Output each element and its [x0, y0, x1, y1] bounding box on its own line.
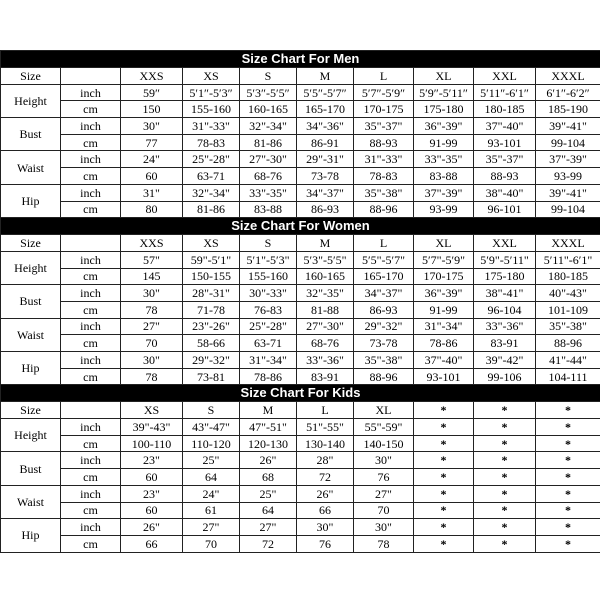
size-value: 93-101 — [474, 134, 536, 151]
size-value: 175-180 — [474, 268, 536, 285]
size-value: 37"-40" — [414, 352, 474, 369]
size-value: 63-71 — [183, 168, 240, 185]
value-placeholder: * — [536, 502, 600, 519]
size-value: 71-78 — [183, 301, 240, 318]
value-placeholder: * — [474, 535, 536, 552]
size-value: 31"-34" — [414, 318, 474, 335]
measure-label: Height — [1, 251, 61, 284]
size-header: XXS — [121, 68, 183, 85]
measure-label: Hip — [1, 352, 61, 385]
size-header-row — [1, 402, 600, 419]
measure-label: Waist — [1, 151, 61, 184]
measure-label: Height — [1, 84, 61, 117]
unit-label: inch — [61, 184, 121, 201]
size-value: 78-86 — [414, 335, 474, 352]
size-value: 99-104 — [536, 201, 600, 218]
section-title: Size Chart For Women — [1, 218, 600, 235]
size-header: XXL — [474, 235, 536, 252]
value-placeholder: * — [414, 502, 474, 519]
size-header: XL — [414, 68, 474, 85]
size-value: 25"-28" — [240, 318, 297, 335]
size-value: 5′9"-5′11" — [474, 251, 536, 268]
size-value: 29"-31" — [297, 151, 354, 168]
unit-label: cm — [61, 134, 121, 151]
size-value: 86-91 — [297, 134, 354, 151]
size-value: 59″ — [121, 84, 183, 101]
measure-row-inch — [1, 485, 600, 502]
measure-row-cm — [1, 168, 600, 185]
unit-label: inch — [61, 318, 121, 335]
size-header: M — [297, 235, 354, 252]
value-placeholder: * — [536, 519, 600, 536]
size-header: M — [297, 68, 354, 85]
size-value: 150-155 — [183, 268, 240, 285]
size-value: 33"-36" — [297, 352, 354, 369]
size-header: XL — [354, 402, 414, 419]
size-value: 33"-35" — [414, 151, 474, 168]
value-placeholder: * — [536, 535, 600, 552]
size-header: XS — [121, 402, 183, 419]
value-placeholder: * — [414, 435, 474, 452]
measure-row-inch — [1, 519, 600, 536]
size-value: 41"-44" — [536, 352, 600, 369]
size-value: 81-86 — [240, 134, 297, 151]
size-value: 35"-38" — [354, 352, 414, 369]
value-placeholder: * — [474, 435, 536, 452]
size-header: S — [183, 402, 240, 419]
size-value: 175-180 — [414, 101, 474, 118]
size-value: 155-160 — [183, 101, 240, 118]
size-value: 31"-34" — [240, 352, 297, 369]
size-value: 5′9″-5′11″ — [414, 84, 474, 101]
measure-row-inch — [1, 184, 600, 201]
measure-label: Bust — [1, 452, 61, 485]
size-value: 5′3″-5′5″ — [240, 84, 297, 101]
size-value: 66 — [297, 502, 354, 519]
size-chart-table — [0, 50, 600, 553]
size-value: 23"-26" — [183, 318, 240, 335]
size-value: 170-175 — [414, 268, 474, 285]
size-value: 23" — [121, 485, 183, 502]
size-value: 93-99 — [414, 201, 474, 218]
measure-label: Bust — [1, 285, 61, 318]
value-placeholder: * — [536, 469, 600, 486]
unit-label: inch — [61, 419, 121, 436]
size-value: 93-99 — [536, 168, 600, 185]
empty-cell — [61, 68, 121, 85]
size-value: 110-120 — [183, 435, 240, 452]
empty-cell — [61, 235, 121, 252]
unit-label: cm — [61, 368, 121, 385]
size-header: XS — [183, 235, 240, 252]
size-value: 155-160 — [240, 268, 297, 285]
size-value: 43"-47" — [183, 419, 240, 436]
measure-row-cm — [1, 535, 600, 552]
size-value: 24" — [121, 151, 183, 168]
size-value: 38"-41" — [474, 285, 536, 302]
unit-label: inch — [61, 251, 121, 268]
size-header: XXL — [474, 68, 536, 85]
size-placeholder: * — [414, 402, 474, 419]
size-value: 78-86 — [240, 368, 297, 385]
size-value: 39"-41" — [536, 118, 600, 135]
size-value: 35"-37" — [474, 151, 536, 168]
unit-label: inch — [61, 84, 121, 101]
size-value: 80 — [121, 201, 183, 218]
size-value: 99-106 — [474, 368, 536, 385]
value-placeholder: * — [536, 435, 600, 452]
size-value: 61 — [183, 502, 240, 519]
unit-label: cm — [61, 301, 121, 318]
size-value: 32"-35" — [297, 285, 354, 302]
size-header: L — [354, 235, 414, 252]
size-value: 76-83 — [240, 301, 297, 318]
size-value: 26" — [297, 485, 354, 502]
size-value: 25"-28" — [183, 151, 240, 168]
size-value: 28"-31" — [183, 285, 240, 302]
size-value: 77 — [121, 134, 183, 151]
size-value: 25" — [183, 452, 240, 469]
section-title: Size Chart For Men — [1, 51, 600, 68]
size-header: L — [297, 402, 354, 419]
measure-row-cm — [1, 301, 600, 318]
measure-row-inch — [1, 318, 600, 335]
size-value: 88-96 — [536, 335, 600, 352]
size-value: 58-66 — [183, 335, 240, 352]
size-value: 39"-41" — [536, 184, 600, 201]
value-placeholder: * — [536, 452, 600, 469]
value-placeholder: * — [414, 519, 474, 536]
size-value: 60 — [121, 502, 183, 519]
size-value: 27" — [183, 519, 240, 536]
size-value: 38"-40" — [474, 184, 536, 201]
value-placeholder: * — [536, 419, 600, 436]
measure-row-inch — [1, 352, 600, 369]
size-value: 78 — [121, 301, 183, 318]
value-placeholder: * — [474, 452, 536, 469]
size-value: 32"-34" — [240, 118, 297, 135]
size-value: 66 — [121, 535, 183, 552]
measure-row-cm — [1, 502, 600, 519]
size-header: L — [354, 68, 414, 85]
size-value: 33"-36" — [474, 318, 536, 335]
size-header: XL — [414, 235, 474, 252]
measure-row-cm — [1, 469, 600, 486]
size-value: 60 — [121, 168, 183, 185]
measure-label: Height — [1, 419, 61, 452]
size-value: 78-83 — [354, 168, 414, 185]
section-title-row — [1, 385, 600, 402]
size-value: 31"-33" — [354, 151, 414, 168]
size-value: 27" — [240, 519, 297, 536]
measure-row-cm — [1, 134, 600, 151]
size-value: 88-96 — [354, 368, 414, 385]
size-value: 27" — [354, 485, 414, 502]
size-value: 57" — [121, 251, 183, 268]
size-value: 78 — [121, 368, 183, 385]
size-value: 180-185 — [536, 268, 600, 285]
value-placeholder: * — [474, 519, 536, 536]
measure-label: Waist — [1, 318, 61, 351]
size-header: XXXL — [536, 235, 600, 252]
size-header-row — [1, 68, 600, 85]
size-value: 37"-40" — [474, 118, 536, 135]
size-value: 30" — [354, 452, 414, 469]
size-header: M — [240, 402, 297, 419]
measure-label: Waist — [1, 485, 61, 518]
section-title-row — [1, 51, 600, 68]
size-value: 76 — [354, 469, 414, 486]
size-value: 27"-30" — [240, 151, 297, 168]
size-value: 160-165 — [297, 268, 354, 285]
size-value: 91-99 — [414, 134, 474, 151]
measure-label: Bust — [1, 118, 61, 151]
size-value: 27"-30" — [297, 318, 354, 335]
size-value: 28" — [297, 452, 354, 469]
size-value: 100-110 — [121, 435, 183, 452]
size-value: 30" — [121, 352, 183, 369]
unit-label: cm — [61, 335, 121, 352]
unit-label: inch — [61, 452, 121, 469]
size-value: 5′7″-5′9″ — [354, 84, 414, 101]
size-value: 64 — [240, 502, 297, 519]
size-value: 83-88 — [240, 201, 297, 218]
size-value: 30" — [121, 285, 183, 302]
size-value: 5′11″-6′1″ — [474, 84, 536, 101]
size-header-row — [1, 235, 600, 252]
measure-row-cm — [1, 435, 600, 452]
measure-row-cm — [1, 368, 600, 385]
measure-row-inch — [1, 118, 600, 135]
size-value: 51"-55" — [297, 419, 354, 436]
size-value: 68-76 — [297, 335, 354, 352]
size-value: 150 — [121, 101, 183, 118]
size-value: 5′1"-5′3" — [240, 251, 297, 268]
size-header: XXS — [121, 235, 183, 252]
size-value: 37"-39" — [536, 151, 600, 168]
size-value: 32"-34" — [183, 184, 240, 201]
size-placeholder: * — [474, 402, 536, 419]
size-value: 73-78 — [354, 335, 414, 352]
size-value: 120-130 — [240, 435, 297, 452]
unit-label: inch — [61, 151, 121, 168]
size-value: 96-104 — [474, 301, 536, 318]
size-value: 99-104 — [536, 134, 600, 151]
size-value: 60 — [121, 469, 183, 486]
size-value: 36"-39" — [414, 118, 474, 135]
size-value: 185-190 — [536, 101, 600, 118]
value-placeholder: * — [414, 535, 474, 552]
unit-label: inch — [61, 285, 121, 302]
size-value: 59"-5′1" — [183, 251, 240, 268]
size-value: 26" — [121, 519, 183, 536]
size-value: 180-185 — [474, 101, 536, 118]
size-value: 23" — [121, 452, 183, 469]
size-value: 5′5″-5′7″ — [297, 84, 354, 101]
size-placeholder: * — [536, 402, 600, 419]
size-value: 68-76 — [240, 168, 297, 185]
size-value: 29"-32" — [354, 318, 414, 335]
unit-label: cm — [61, 502, 121, 519]
value-placeholder: * — [414, 452, 474, 469]
size-value: 165-170 — [297, 101, 354, 118]
size-value: 5′1″-5′3″ — [183, 84, 240, 101]
size-value: 30" — [121, 118, 183, 135]
size-value: 73-78 — [297, 168, 354, 185]
size-header: XS — [183, 68, 240, 85]
size-value: 25" — [240, 485, 297, 502]
size-value: 70 — [354, 502, 414, 519]
size-value: 36"-39" — [414, 285, 474, 302]
size-value: 76 — [297, 535, 354, 552]
size-header: S — [240, 68, 297, 85]
size-value: 29"-32" — [183, 352, 240, 369]
size-value: 70 — [121, 335, 183, 352]
size-value: 86-93 — [354, 301, 414, 318]
size-value: 70 — [183, 535, 240, 552]
unit-label: cm — [61, 168, 121, 185]
size-value: 6′1″-6′2″ — [536, 84, 600, 101]
measure-row-inch — [1, 419, 600, 436]
value-placeholder: * — [474, 502, 536, 519]
size-value: 86-93 — [297, 201, 354, 218]
size-value: 26" — [240, 452, 297, 469]
size-value: 104-111 — [536, 368, 600, 385]
measure-label: Hip — [1, 519, 61, 552]
measure-row-inch — [1, 251, 600, 268]
size-value: 31"-33" — [183, 118, 240, 135]
section-title-row — [1, 218, 600, 235]
size-value: 160-165 — [240, 101, 297, 118]
size-label: Size — [1, 68, 61, 85]
unit-label: cm — [61, 268, 121, 285]
measure-row-inch — [1, 452, 600, 469]
size-value: 30" — [297, 519, 354, 536]
unit-label: inch — [61, 485, 121, 502]
size-value: 72 — [240, 535, 297, 552]
size-value: 24" — [183, 485, 240, 502]
size-value: 88-96 — [354, 201, 414, 218]
size-value: 130-140 — [297, 435, 354, 452]
size-header: XXXL — [536, 68, 600, 85]
size-value: 40"-43" — [536, 285, 600, 302]
size-value: 34"-37" — [354, 285, 414, 302]
size-value: 64 — [183, 469, 240, 486]
size-value: 170-175 — [354, 101, 414, 118]
value-placeholder: * — [536, 485, 600, 502]
size-value: 93-101 — [414, 368, 474, 385]
size-value: 68 — [240, 469, 297, 486]
value-placeholder: * — [414, 485, 474, 502]
size-value: 83-91 — [297, 368, 354, 385]
measure-row-cm — [1, 335, 600, 352]
size-value: 34"-37" — [297, 184, 354, 201]
size-value: 30" — [354, 519, 414, 536]
size-value: 73-81 — [183, 368, 240, 385]
measure-row-inch — [1, 84, 600, 101]
size-value: 5′7"-5′9" — [414, 251, 474, 268]
size-value: 78 — [354, 535, 414, 552]
size-value: 140-150 — [354, 435, 414, 452]
measure-label: Hip — [1, 184, 61, 217]
size-label: Size — [1, 235, 61, 252]
size-value: 88-93 — [354, 134, 414, 151]
empty-cell — [61, 402, 121, 419]
unit-label: cm — [61, 469, 121, 486]
unit-label: cm — [61, 201, 121, 218]
size-value: 39"-42" — [474, 352, 536, 369]
size-value: 47"-51" — [240, 419, 297, 436]
unit-label: cm — [61, 435, 121, 452]
size-value: 78-83 — [183, 134, 240, 151]
measure-row-cm — [1, 201, 600, 218]
size-value: 81-86 — [183, 201, 240, 218]
unit-label: inch — [61, 519, 121, 536]
size-value: 165-170 — [354, 268, 414, 285]
section-title: Size Chart For Kids — [1, 385, 600, 402]
size-value: 63-71 — [240, 335, 297, 352]
size-value: 5′11"-6′1" — [536, 251, 600, 268]
value-placeholder: * — [474, 419, 536, 436]
size-value: 35"-38" — [354, 184, 414, 201]
size-value: 35"-38" — [536, 318, 600, 335]
size-value: 55"-59" — [354, 419, 414, 436]
value-placeholder: * — [414, 419, 474, 436]
measure-row-cm — [1, 268, 600, 285]
size-value: 30"-33" — [240, 285, 297, 302]
size-value: 5′5"-5′7" — [354, 251, 414, 268]
unit-label: inch — [61, 352, 121, 369]
size-value: 83-88 — [414, 168, 474, 185]
size-value: 83-91 — [474, 335, 536, 352]
size-value: 145 — [121, 268, 183, 285]
size-value: 81-88 — [297, 301, 354, 318]
size-header: S — [240, 235, 297, 252]
size-value: 35"-37" — [354, 118, 414, 135]
unit-label: inch — [61, 118, 121, 135]
size-value: 101-109 — [536, 301, 600, 318]
value-placeholder: * — [474, 469, 536, 486]
unit-label: cm — [61, 101, 121, 118]
size-value: 27" — [121, 318, 183, 335]
unit-label: cm — [61, 535, 121, 552]
measure-row-cm — [1, 101, 600, 118]
size-value: 39"-43" — [121, 419, 183, 436]
size-label: Size — [1, 402, 61, 419]
size-value: 88-93 — [474, 168, 536, 185]
size-value: 5′3"-5′5" — [297, 251, 354, 268]
measure-row-inch — [1, 151, 600, 168]
value-placeholder: * — [474, 485, 536, 502]
size-value: 37"-39" — [414, 184, 474, 201]
size-value: 96-101 — [474, 201, 536, 218]
value-placeholder: * — [414, 469, 474, 486]
size-value: 34"-36" — [297, 118, 354, 135]
size-value: 33"-35" — [240, 184, 297, 201]
size-chart-sheet — [0, 50, 600, 553]
size-value: 72 — [297, 469, 354, 486]
size-value: 91-99 — [414, 301, 474, 318]
measure-row-inch — [1, 285, 600, 302]
size-value: 31" — [121, 184, 183, 201]
